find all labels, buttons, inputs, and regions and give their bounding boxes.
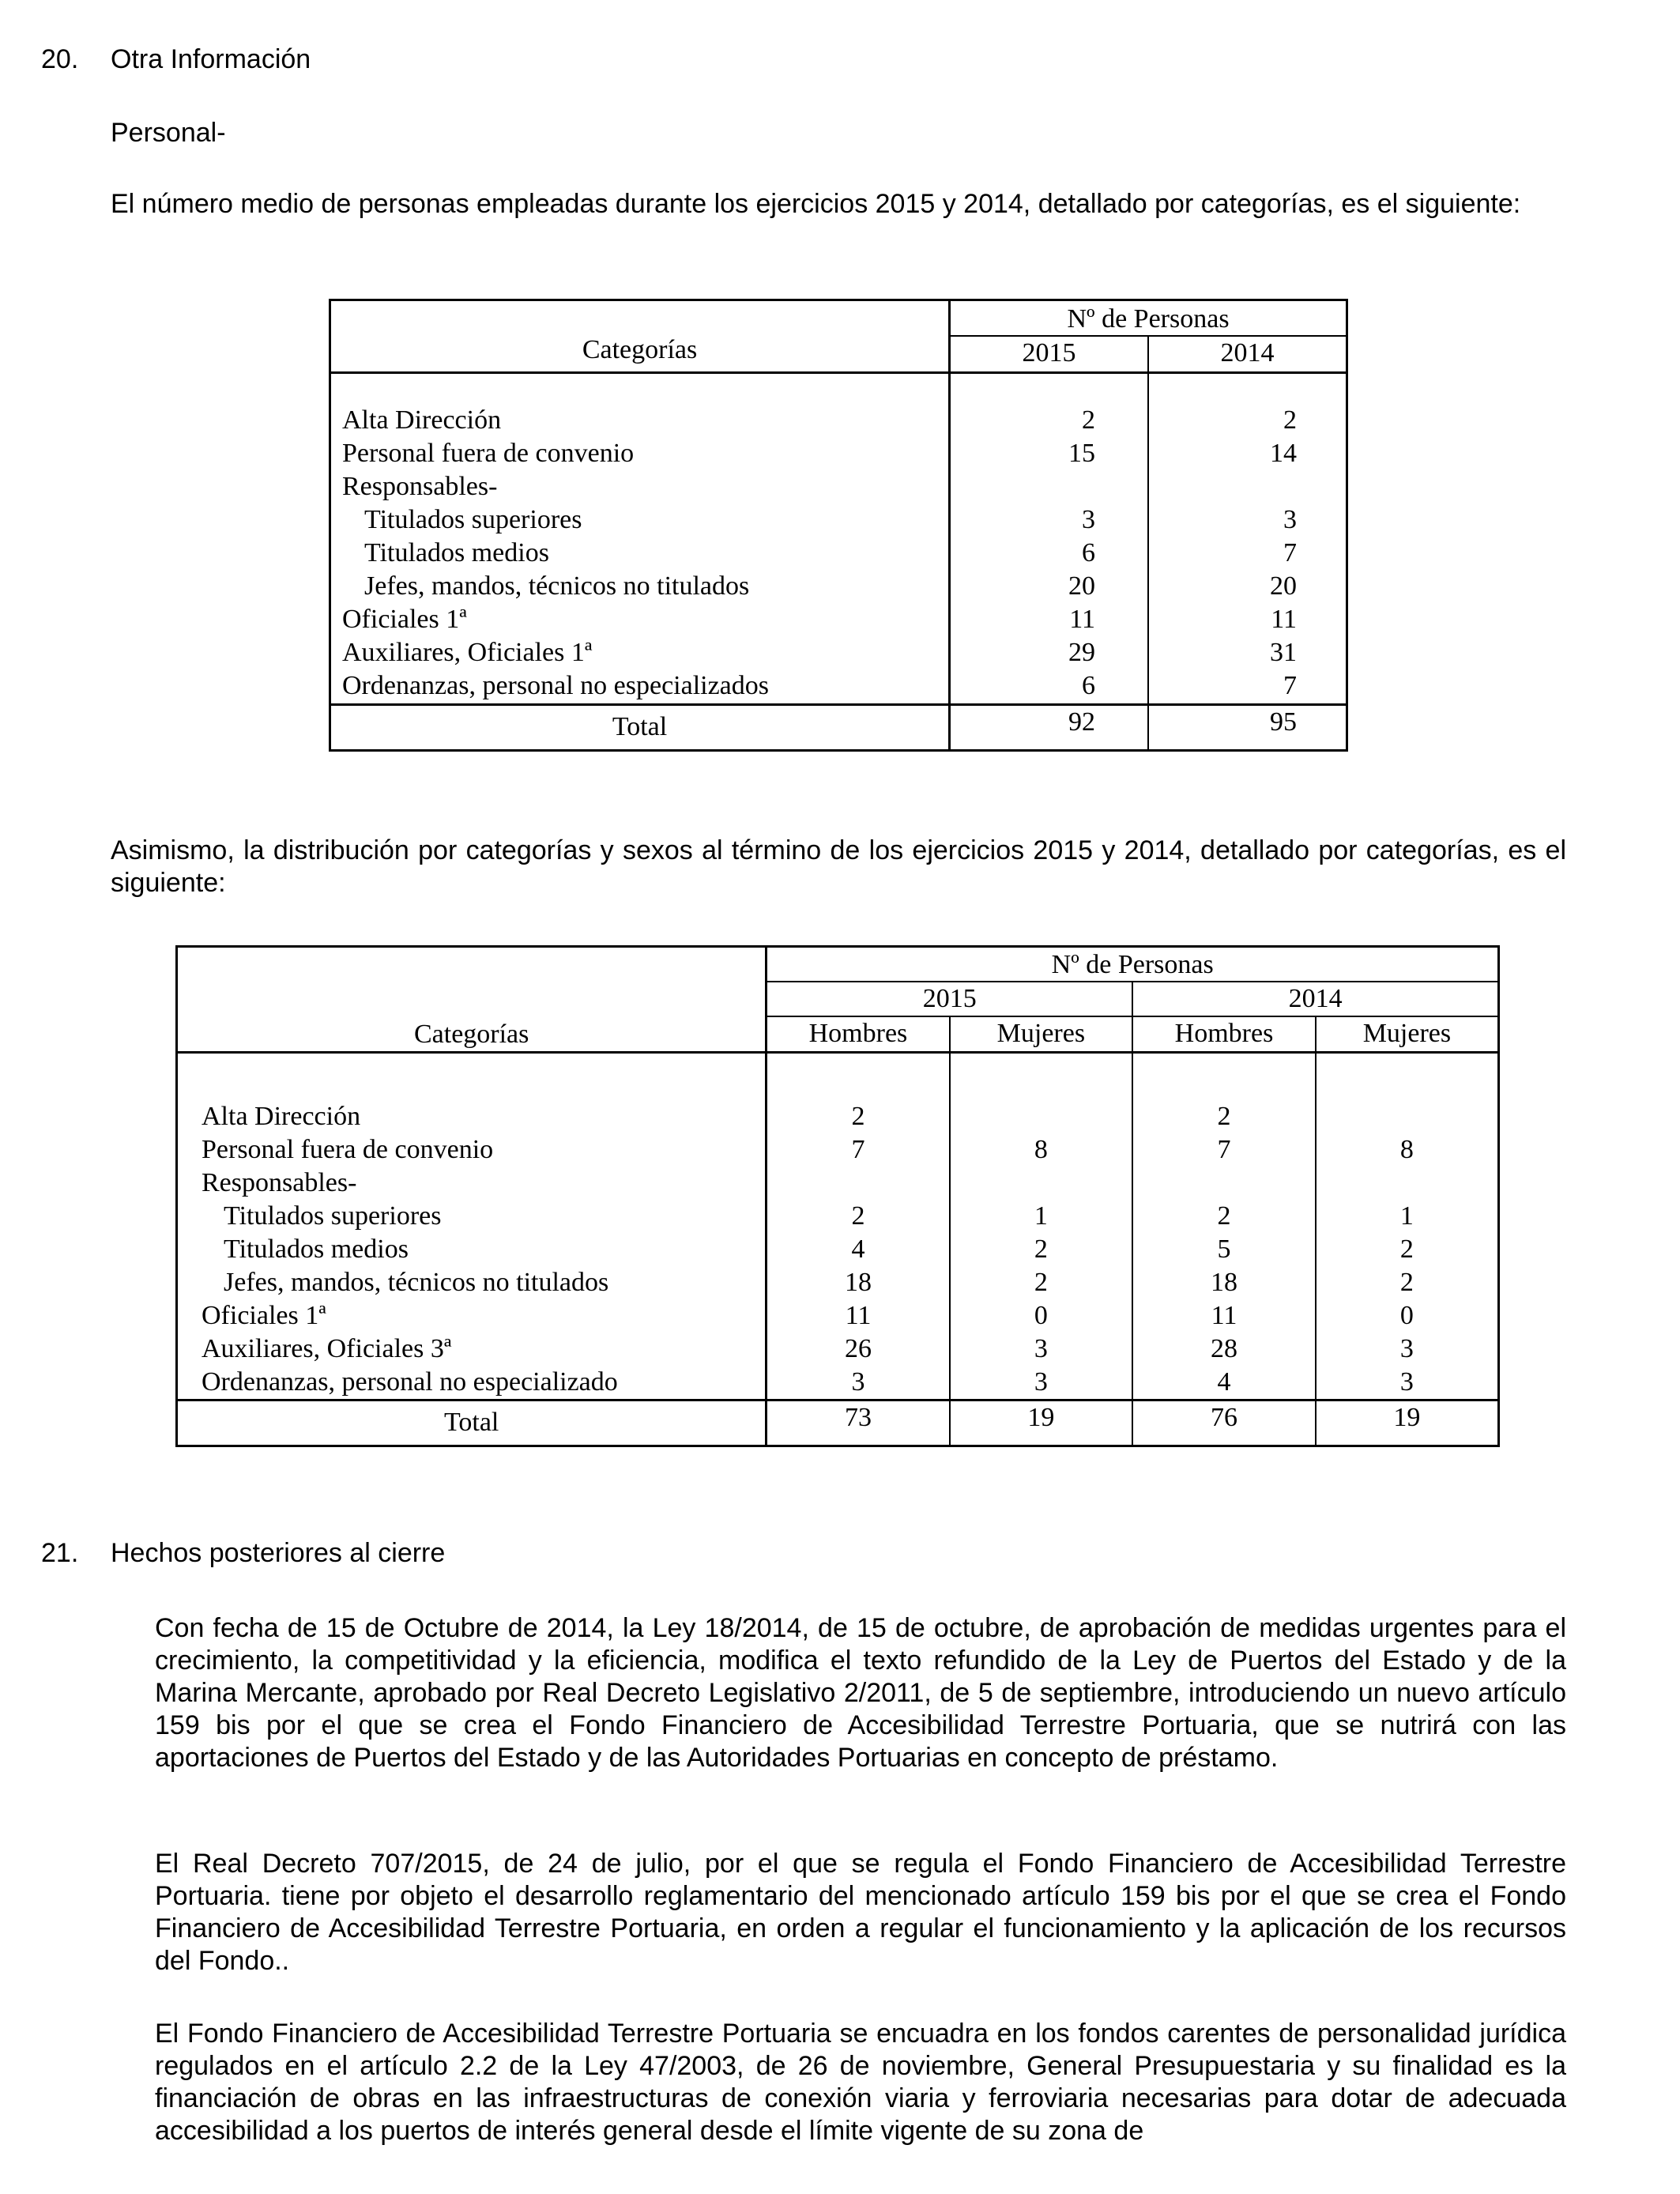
table-row — [177, 1201, 1499, 1235]
cell-2015: 6 — [950, 671, 1148, 704]
total-row — [330, 704, 1347, 750]
row-label: Responsables- — [177, 1168, 767, 1201]
table-row — [330, 671, 1347, 704]
cell-2015: 11 — [950, 605, 1148, 638]
table-row — [330, 439, 1347, 472]
section-20-title: Otra Información — [111, 44, 311, 74]
total-mujeres-2014: 19 — [1316, 1400, 1499, 1446]
section-21-number: 21. — [41, 1538, 79, 1568]
cell-mujeres-2015: 3 — [950, 1367, 1133, 1400]
row-label: Jefes, mandos, técnicos no titulados — [330, 571, 950, 605]
cell-2015: 29 — [950, 638, 1148, 671]
cell-hombres-2015: 18 — [767, 1268, 950, 1301]
section-21-paragraph-2: El Real Decreto 707/2015, de 24 de julio, por el que se regula el Fondo Financiero de Accesibilidad Terrestre Portuaria. tiene por objeto el desarrollo reglamentario del mencionado artículo 159 bis por el que se crea el Fondo Financiero de Accesibilidad Terrestre Portuaria, en orden a regular el funcionamiento y la aplicación de los recursos del Fondo.. — [155, 1849, 1566, 1976]
row-label: Personal fuera de convenio — [330, 439, 950, 472]
table-row — [177, 1102, 1499, 1135]
cell-mujeres-2014: 2 — [1316, 1268, 1499, 1301]
cell-mujeres-2015: 8 — [950, 1135, 1133, 1168]
cell-hombres-2015: 2 — [767, 1102, 950, 1135]
cell-hombres-2015: 2 — [767, 1201, 950, 1235]
year-header: 2015 — [950, 336, 1148, 371]
cell-hombres-2014: 2 — [1132, 1102, 1316, 1135]
section-20-subtitle: Personal- — [111, 118, 226, 148]
section-21-paragraph-3: El Fondo Financiero de Accesibilidad Terrestre Portuaria se encuadra en los fondos carentes de personalidad jurídica regulados en el artículo 2.2 de la Ley 47/2003, de 26 de noviembre, General Presupuestaria y su finalidad es la financiación de obras en las infraestructuras de conexión viaria y ferroviaria necesarias para dotar de adecuada accesibilidad a los puertos de interés general desde el límite vigente de su zona de — [155, 2019, 1566, 2146]
table2-body — [177, 1102, 1499, 1446]
cell-hombres-2014: 7 — [1132, 1135, 1316, 1168]
cell-hombres-2014 — [1132, 1168, 1316, 1201]
cell-2014 — [1148, 472, 1347, 505]
year-header: 2015 — [767, 982, 1132, 1016]
cell-2014: 7 — [1148, 538, 1347, 571]
table-row — [330, 505, 1347, 538]
cell-hombres-2015 — [767, 1168, 950, 1201]
cell-2015: 3 — [950, 505, 1148, 538]
cell-hombres-2014: 5 — [1132, 1235, 1316, 1268]
total-label: Total — [330, 704, 950, 750]
cell-hombres-2015: 26 — [767, 1334, 950, 1367]
row-label: Auxiliares, Oficiales 1ª — [330, 638, 950, 671]
cell-hombres-2014: 18 — [1132, 1268, 1316, 1301]
row-label: Ordenanzas, personal no especializado — [177, 1367, 767, 1400]
cell-mujeres-2014: 1 — [1316, 1201, 1499, 1235]
row-label: Personal fuera de convenio — [177, 1135, 767, 1168]
table-row — [177, 1235, 1499, 1268]
cell-mujeres-2014: 8 — [1316, 1135, 1499, 1168]
cell-mujeres-2014: 0 — [1316, 1301, 1499, 1334]
sub-header: Mujeres — [950, 1016, 1133, 1053]
cell-2015 — [950, 472, 1148, 505]
cell-hombres-2015: 11 — [767, 1301, 950, 1334]
table-row — [177, 1334, 1499, 1367]
cell-2014: 11 — [1148, 605, 1347, 638]
section-21-title: Hechos posteriores al cierre — [111, 1538, 446, 1568]
total-2014: 95 — [1148, 704, 1347, 750]
row-label: Ordenanzas, personal no especializados — [330, 671, 950, 704]
section-20-number: 20. — [41, 44, 79, 74]
table-row — [330, 472, 1347, 505]
cell-2014: 7 — [1148, 671, 1347, 704]
cell-mujeres-2015 — [950, 1102, 1133, 1135]
sub-header: Hombres — [1132, 1016, 1316, 1053]
cell-hombres-2014: 11 — [1132, 1301, 1316, 1334]
table-row — [177, 1168, 1499, 1201]
cell-hombres-2015: 3 — [767, 1367, 950, 1400]
cell-mujeres-2015: 2 — [950, 1235, 1133, 1268]
cell-2015: 6 — [950, 538, 1148, 571]
cell-mujeres-2015: 2 — [950, 1268, 1133, 1301]
cell-hombres-2014: 4 — [1132, 1367, 1316, 1400]
cell-hombres-2014: 28 — [1132, 1334, 1316, 1367]
section-20-intro: El número medio de personas empleadas durante los ejercicios 2015 y 2014, detallado por categorías, es el siguiente: — [111, 189, 1521, 219]
cell-mujeres-2014 — [1316, 1102, 1499, 1135]
cell-2014: 3 — [1148, 505, 1347, 538]
total-2015: 92 — [950, 704, 1148, 750]
categories-header: Categorías — [582, 334, 698, 364]
table-row — [177, 1268, 1499, 1301]
table-row — [177, 1135, 1499, 1168]
row-label: Alta Dirección — [330, 405, 950, 439]
row-label: Oficiales 1ª — [177, 1301, 767, 1334]
sub-header: Mujeres — [1316, 1016, 1499, 1053]
table-row — [330, 538, 1347, 571]
distribution-intro: Asimismo, la distribución por categorías y sexos al término de los ejercicios 2015 y 2014, detallado por categorías, es el siguiente: — [111, 835, 1566, 898]
cell-2015: 2 — [950, 405, 1148, 439]
personnel-average-table — [329, 299, 1348, 752]
cell-2014: 31 — [1148, 638, 1347, 671]
total-hombres-2014: 76 — [1132, 1400, 1316, 1446]
row-label: Titulados medios — [330, 538, 950, 571]
row-label: Titulados superiores — [330, 505, 950, 538]
row-label: Oficiales 1ª — [330, 605, 950, 638]
cell-2014: 14 — [1148, 439, 1347, 472]
categories-header: Categorías — [177, 947, 767, 1053]
cell-2015: 20 — [950, 571, 1148, 605]
year-header: 2014 — [1132, 982, 1498, 1016]
group-header: Nº de Personas — [767, 947, 1499, 982]
table-row — [177, 1367, 1499, 1400]
table-row — [330, 571, 1347, 605]
cell-mujeres-2014 — [1316, 1168, 1499, 1201]
row-label: Auxiliares, Oficiales 3ª — [177, 1334, 767, 1367]
section-21-paragraph-1: Con fecha de 15 de Octubre de 2014, la Ley 18/2014, de 15 de octubre, de aprobación de medidas urgentes para el crecimiento, la competitividad y la eficiencia, modifica el texto refundido de la Ley de Puertos del Estado y de la Marina Mercante, aprobado por Real Decreto Legislativo 2/2011, de 5 de septiembre, introduciendo un nuevo artículo 159 bis por el que se crea el Fondo Financiero de Accesibilidad Terrestre Portuaria, que se nutrirá con las aportaciones de Puertos del Estado y de las Autoridades Portuarias en concepto de préstamo. — [155, 1613, 1566, 1773]
personnel-gender-table — [175, 945, 1500, 1447]
total-row — [177, 1400, 1499, 1446]
cell-mujeres-2015: 3 — [950, 1334, 1133, 1367]
cell-2014: 20 — [1148, 571, 1347, 605]
sub-header: Hombres — [767, 1016, 950, 1053]
row-label: Jefes, mandos, técnicos no titulados — [177, 1268, 767, 1301]
cell-mujeres-2014: 3 — [1316, 1334, 1499, 1367]
table-row — [330, 638, 1347, 671]
row-label: Alta Dirección — [177, 1102, 767, 1135]
group-header: Nº de Personas — [950, 300, 1347, 336]
year-header: 2014 — [1148, 336, 1347, 371]
table-row — [177, 1301, 1499, 1334]
row-label: Responsables- — [330, 472, 950, 505]
cell-mujeres-2015: 1 — [950, 1201, 1133, 1235]
total-label: Total — [177, 1400, 767, 1446]
row-label: Titulados medios — [177, 1235, 767, 1268]
table-row — [330, 605, 1347, 638]
cell-hombres-2015: 4 — [767, 1235, 950, 1268]
cell-mujeres-2014: 2 — [1316, 1235, 1499, 1268]
table-row — [330, 405, 1347, 439]
total-mujeres-2015: 19 — [950, 1400, 1133, 1446]
cell-hombres-2015: 7 — [767, 1135, 950, 1168]
cell-mujeres-2014: 3 — [1316, 1367, 1499, 1400]
cell-2015: 15 — [950, 439, 1148, 472]
row-label: Titulados superiores — [177, 1201, 767, 1235]
cell-hombres-2014: 2 — [1132, 1201, 1316, 1235]
cell-mujeres-2015: 0 — [950, 1301, 1133, 1334]
cell-2014: 2 — [1148, 405, 1347, 439]
cell-mujeres-2015 — [950, 1168, 1133, 1201]
table1-body — [330, 405, 1347, 750]
total-hombres-2015: 73 — [767, 1400, 950, 1446]
